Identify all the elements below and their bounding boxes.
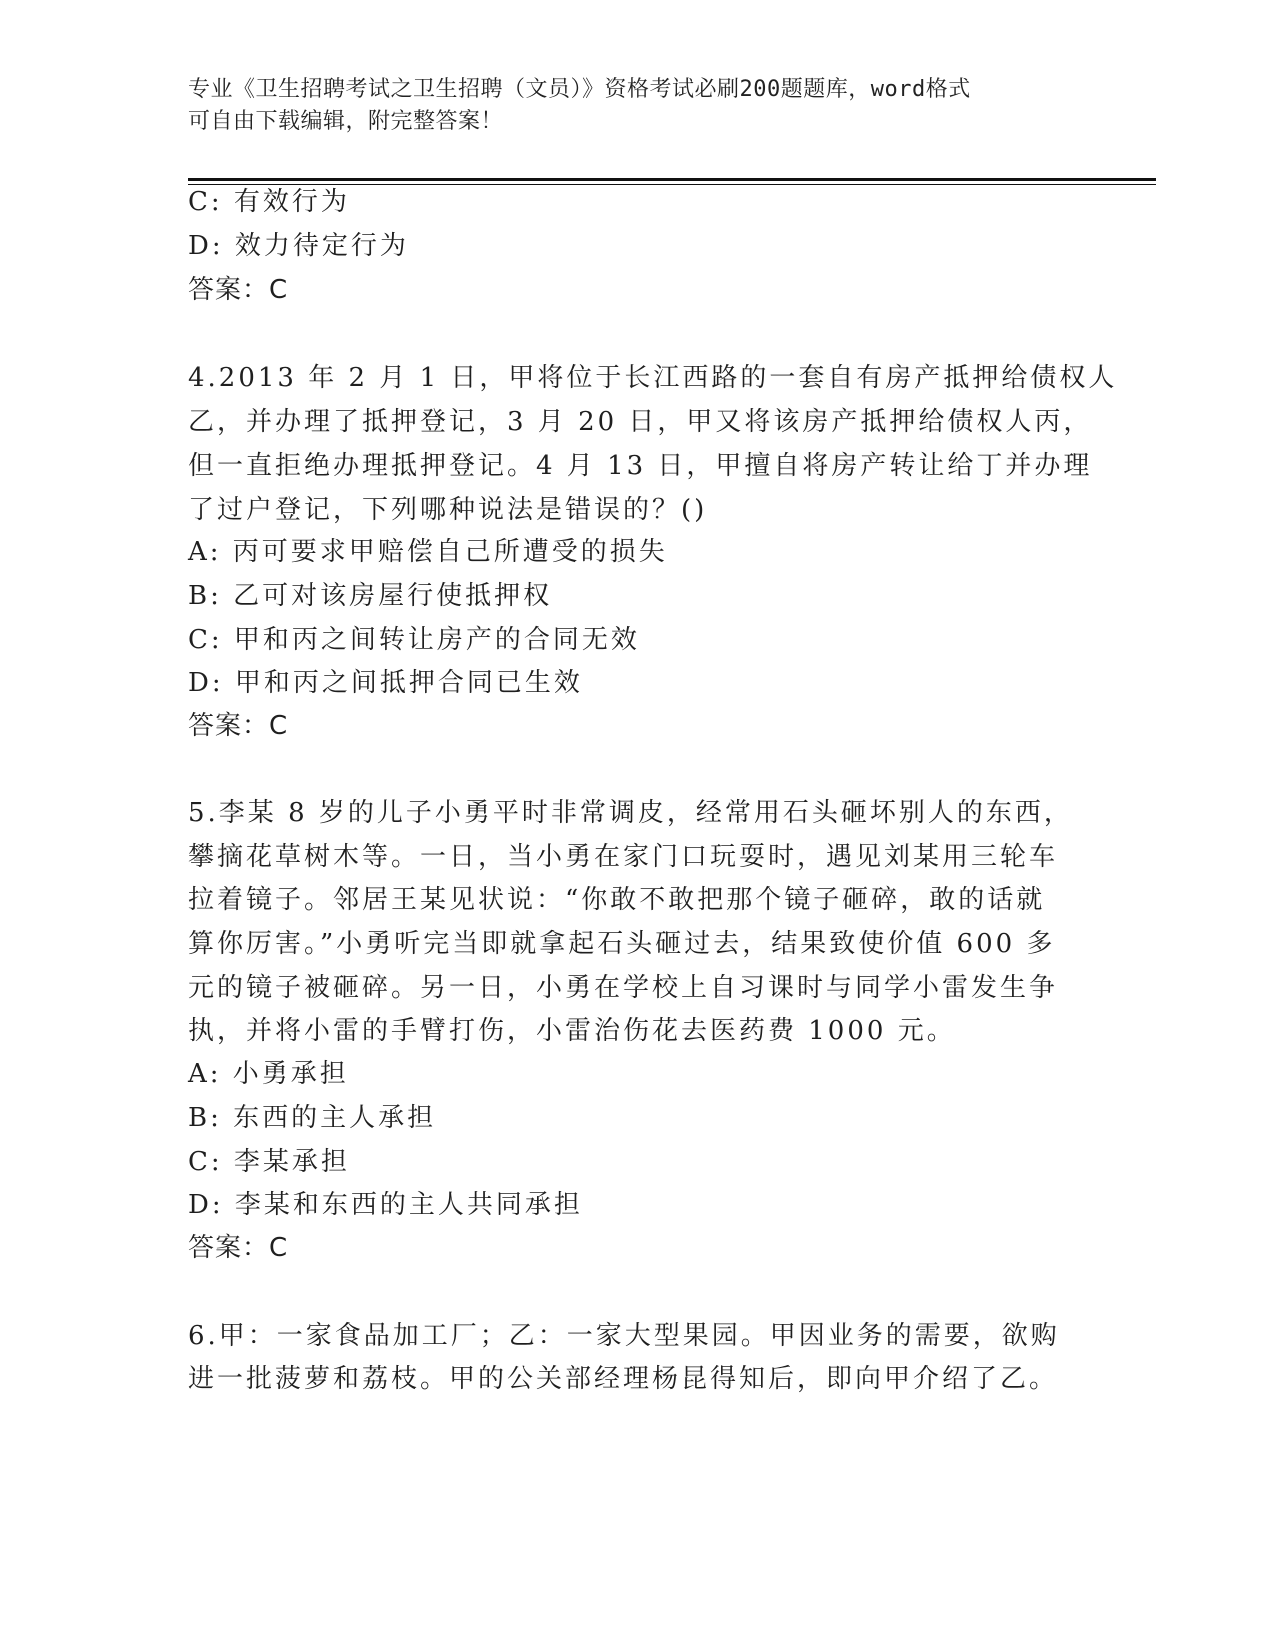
prev-option-c: C: 有效行为	[188, 187, 350, 217]
header-line-1: 专业《卫生招聘考试之卫生招聘（文员）》资格考试必刷200题题库，word格式	[188, 77, 971, 102]
q5-text-line-4: 算你厉害。”小勇听完当即就拿起石头砸过去，结果致使价值 600 多	[188, 929, 1056, 959]
q5-option-a: A: 小勇承担	[188, 1059, 349, 1089]
q4-option-d: D: 甲和丙之间抵押合同已生效	[188, 668, 583, 698]
q6-text-line-2: 进一批菠萝和荔枝。甲的公关部经理杨昆得知后，即向甲介绍了乙。	[188, 1364, 1059, 1394]
q4-text-line-3: 但一直拒绝办理抵押登记。4 月 13 日，甲擅自将房产转让给丁并办理	[188, 451, 1093, 481]
q5-text-line-2: 攀摘花草树木等。一日，当小勇在家门口玩耍时，遇见刘某用三轮车	[188, 842, 1059, 872]
q4-option-a: A: 丙可要求甲赔偿自己所遭受的损失	[188, 537, 668, 567]
q6-text-line-1: 6.甲：一家食品加工厂；乙：一家大型果园。甲因业务的需要，欲购	[188, 1321, 1060, 1351]
prev-option-d: D: 效力待定行为	[188, 231, 409, 261]
q5-text-line-1: 5.李某 8 岁的儿子小勇平时非常调皮，经常用石头砸坏别人的东西，	[188, 798, 1073, 828]
q5-option-d: D: 李某和东西的主人共同承担	[188, 1190, 583, 1220]
q4-answer: 答案：C	[188, 711, 289, 741]
q4-option-c: C: 甲和丙之间转让房产的合同无效	[188, 625, 640, 655]
document-header	[188, 74, 1088, 138]
q4-text-line-1: 4.2013 年 2 月 1 日，甲将位于长江西路的一套自有房产抵押给债权人	[188, 363, 1118, 393]
q5-option-c: C: 李某承担	[188, 1147, 350, 1177]
prev-answer: 答案：C	[188, 275, 289, 305]
q4-text-line-4: 了过户登记，下列哪种说法是错误的？()	[188, 495, 708, 525]
q5-text-line-5: 元的镜子被砸碎。另一日，小勇在学校上自习课时与同学小雷发生争	[188, 973, 1059, 1003]
header-line-2: 可自由下载编辑，附完整答案！	[188, 109, 504, 134]
q4-option-b: B: 乙可对该房屋行使抵押权	[188, 581, 553, 611]
q5-answer: 答案：C	[188, 1233, 289, 1263]
q5-text-line-6: 执，并将小雷的手臂打伤，小雷治伤花去医药费 1000 元。	[188, 1016, 956, 1046]
q5-text-line-3: 拉着镜子。邻居王某见状说：“你敢不敢把那个镜子砸碎，敢的话就	[188, 885, 1046, 915]
q5-option-b: B: 东西的主人承担	[188, 1103, 437, 1133]
q4-text-line-2: 乙，并办理了抵押登记，3 月 20 日，甲又将该房产抵押给债权人丙，	[188, 407, 1093, 437]
